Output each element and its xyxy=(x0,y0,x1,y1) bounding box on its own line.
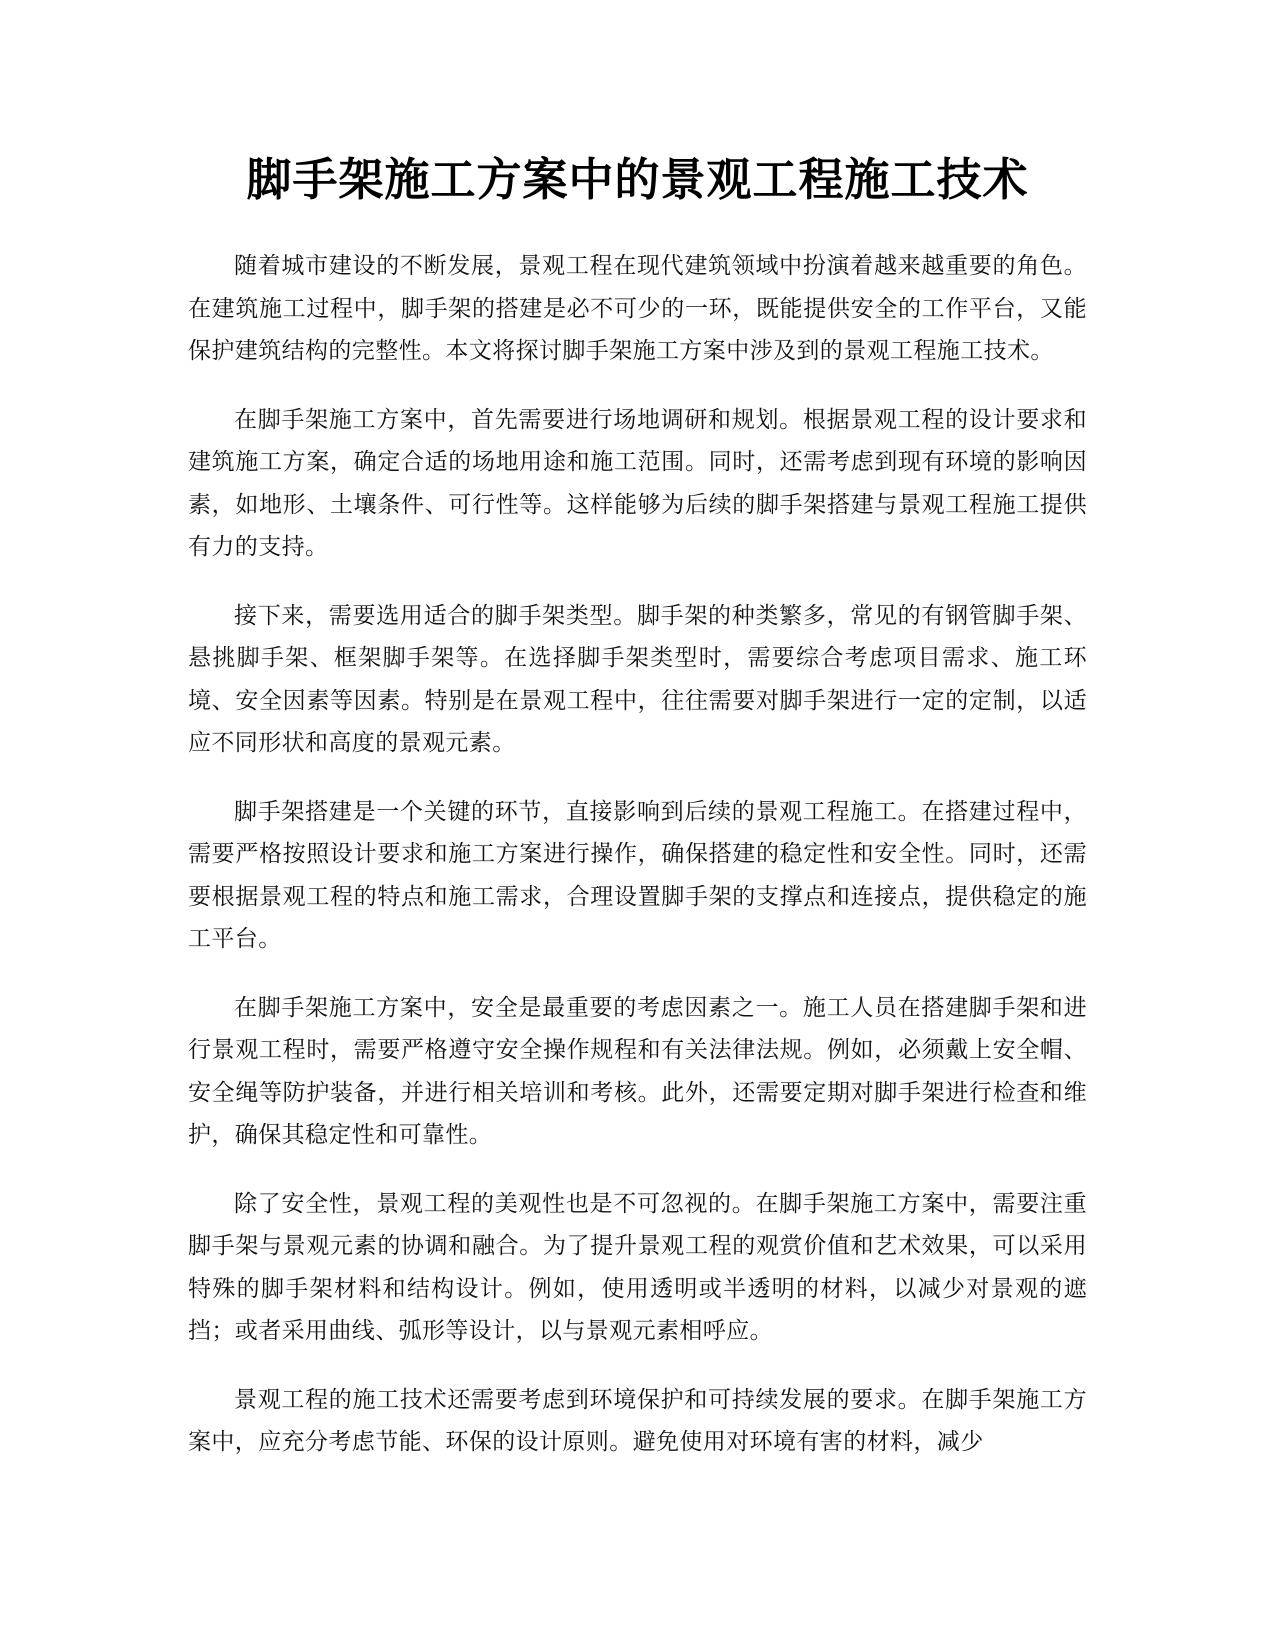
paragraph-5: 在脚手架施工方案中，安全是最重要的考虑因素之一。施工人员在搭建脚手架和进行景观工程时，需要严格遵守安全操作规程和有关法律法规。例如，必须戴上安全帽、安全绳等防护装备，并进行相关培训和考核。此外，还需要定期对脚手架进行检查和维护，确保其稳定性和可靠性。 xyxy=(188,994,1087,1148)
paragraph-2: 在脚手架施工方案中，首先需要进行场地调研和规划。根据景观工程的设计要求和建筑施工方案，确定合适的场地用途和施工范围。同时，还需考虑到现有环境的影响因素，如地形、土壤条件、可行性等。这样能够为后续的脚手架搭建与景观工程施工提供有力的支持。 xyxy=(188,406,1087,560)
document-title: 脚手架施工方案中的景观工程施工技术 xyxy=(246,153,1029,206)
document-body xyxy=(188,245,1087,1490)
paragraph-3: 接下来，需要选用适合的脚手架类型。脚手架的种类繁多，常见的有钢管脚手架、悬挑脚手架、框架脚手架等。在选择脚手架类型时，需要综合考虑项目需求、施工环境、安全因素等因素。特别是在景观工程中，往往需要对脚手架进行一定的定制，以适应不同形状和高度的景观元素。 xyxy=(188,602,1087,756)
paragraph-1: 随着城市建设的不断发展，景观工程在现代建筑领域中扮演着越来越重要的角色。在建筑施工过程中，脚手架的搭建是必不可少的一环，既能提供安全的工作平台，又能保护建筑结构的完整性。本文将探讨脚手架施工方案中涉及到的景观工程施工技术。 xyxy=(188,253,1087,364)
paragraph-7: 景观工程的施工技术还需要考虑到环境保护和可持续发展的要求。在脚手架施工方案中，应充分考虑节能、环保的设计原则。避免使用对环境有害的材料，减少 xyxy=(188,1386,1087,1455)
paragraph-6: 除了安全性，景观工程的美观性也是不可忽视的。在脚手架施工方案中，需要注重脚手架与景观元素的协调和融合。为了提升景观工程的观赏价值和艺术效果，可以采用特殊的脚手架材料和结构设计。例如，使用透明或半透明的材料，以减少对景观的遮挡；或者采用曲线、弧形等设计，以与景观元素相呼应。 xyxy=(188,1190,1087,1344)
paragraph-4: 脚手架搭建是一个关键的环节，直接影响到后续的景观工程施工。在搭建过程中，需要严格按照设计要求和施工方案进行操作，确保搭建的稳定性和安全性。同时，还需要根据景观工程的特点和施工需求，合理设置脚手架的支撑点和连接点，提供稳定的施工平台。 xyxy=(188,798,1087,952)
